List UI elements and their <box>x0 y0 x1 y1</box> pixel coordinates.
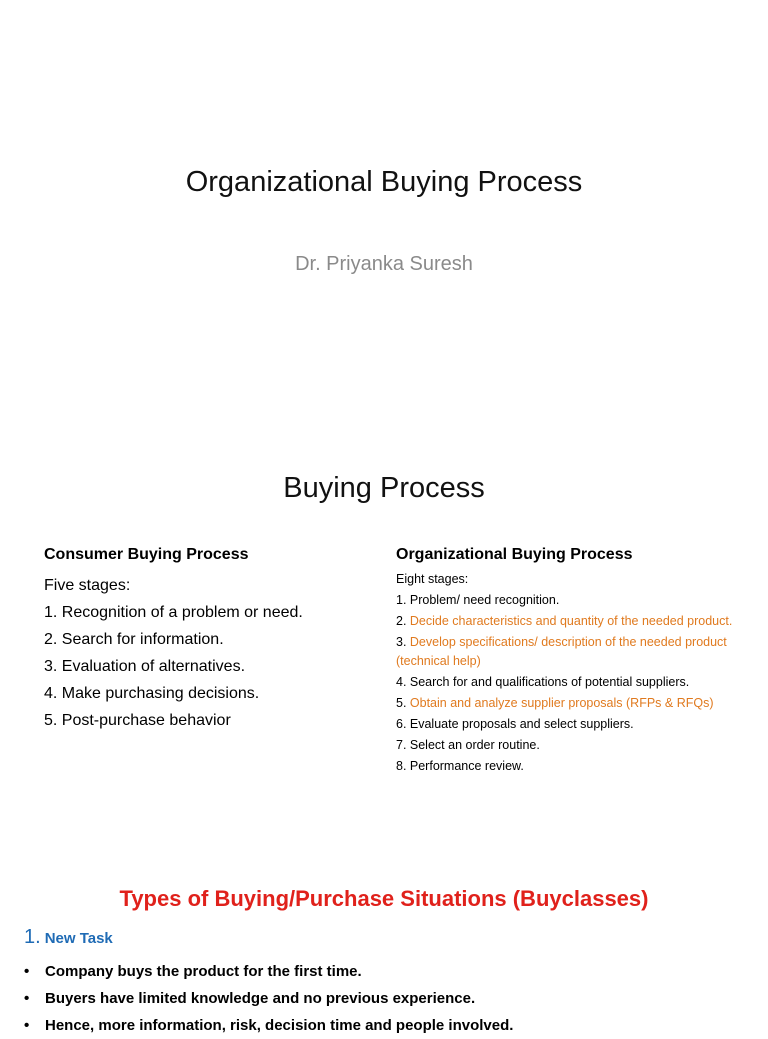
slide1-title: Organizational Buying Process <box>185 166 583 198</box>
stage-text: Develop specifications/ description of the needed product (technical help) <box>396 635 727 668</box>
stage-text: 8. Performance review. <box>396 759 524 773</box>
stage-number: 3. <box>396 635 410 649</box>
bullet-item <box>24 958 744 985</box>
organizational-heading: Organizational Buying Process <box>396 546 633 563</box>
slide2-title: Buying Process <box>283 472 485 504</box>
stage-text: 6. Evaluate proposals and select suppliers. <box>396 717 634 731</box>
bullet-text: Buyers have limited knowledge and no previous experience. <box>45 990 476 1007</box>
consumer-line: 2. Search for information. <box>44 631 224 648</box>
stage-text: 7. Select an order routine. <box>396 738 540 752</box>
consumer-line: Five stages: <box>44 577 131 594</box>
bullet-text: Hence, more information, risk, decision time and people involved. <box>45 1017 514 1034</box>
stage-text: Decide characteristics and quantity of the needed product. <box>409 614 733 628</box>
bullet-text: Company buys the product for the first time. <box>45 963 362 980</box>
bullet-item <box>24 985 744 1012</box>
subsection-heading <box>24 926 113 949</box>
consumer-line: 1. Recognition of a problem or need. <box>44 604 303 621</box>
bullet-dot-icon: • <box>24 990 30 1007</box>
organizational-stage-line <box>396 757 736 776</box>
bullet-dot-icon: • <box>24 963 30 980</box>
organizational-stage-line <box>396 570 736 589</box>
consumer-line: 5. Post-purchase behavior <box>44 712 231 729</box>
organizational-stage-line <box>396 591 736 610</box>
consumer-buying-column <box>44 546 374 734</box>
consumer-heading: Consumer Buying Process <box>44 546 249 563</box>
organizational-buying-column <box>396 546 736 778</box>
bullet-item <box>24 1012 744 1039</box>
stage-text: Obtain and analyze supplier proposals (RFPs & RFQs) <box>409 696 714 710</box>
consumer-line: 4. Make purchasing decisions. <box>44 685 260 702</box>
stage-number: 2. <box>396 614 410 628</box>
slide3-title: Types of Buying/Purchase Situations (Buyclasses) <box>119 886 649 911</box>
bullet-dot-icon: • <box>24 1017 30 1034</box>
organizational-stage-line <box>396 612 736 631</box>
stage-text: Eight stages: <box>396 572 469 586</box>
organizational-stage-line <box>396 715 736 734</box>
organizational-stage-line <box>396 736 736 755</box>
stage-number: 5. <box>396 696 410 710</box>
organizational-stage-line <box>396 694 736 713</box>
subsection-label: New Task <box>44 930 113 947</box>
organizational-stage-line <box>396 673 736 692</box>
bullet-list <box>24 958 744 1039</box>
slide1-author: Dr. Priyanka Suresh <box>295 253 473 275</box>
stage-text: 4. Search for and qualifications of potential suppliers. <box>396 675 690 689</box>
organizational-stage-list <box>396 570 736 776</box>
stage-text: 1. Problem/ need recognition. <box>396 593 560 607</box>
organizational-stage-line <box>396 633 736 671</box>
subsection-number: 1. <box>24 926 41 948</box>
consumer-line: 3. Evaluation of alternatives. <box>44 658 246 675</box>
